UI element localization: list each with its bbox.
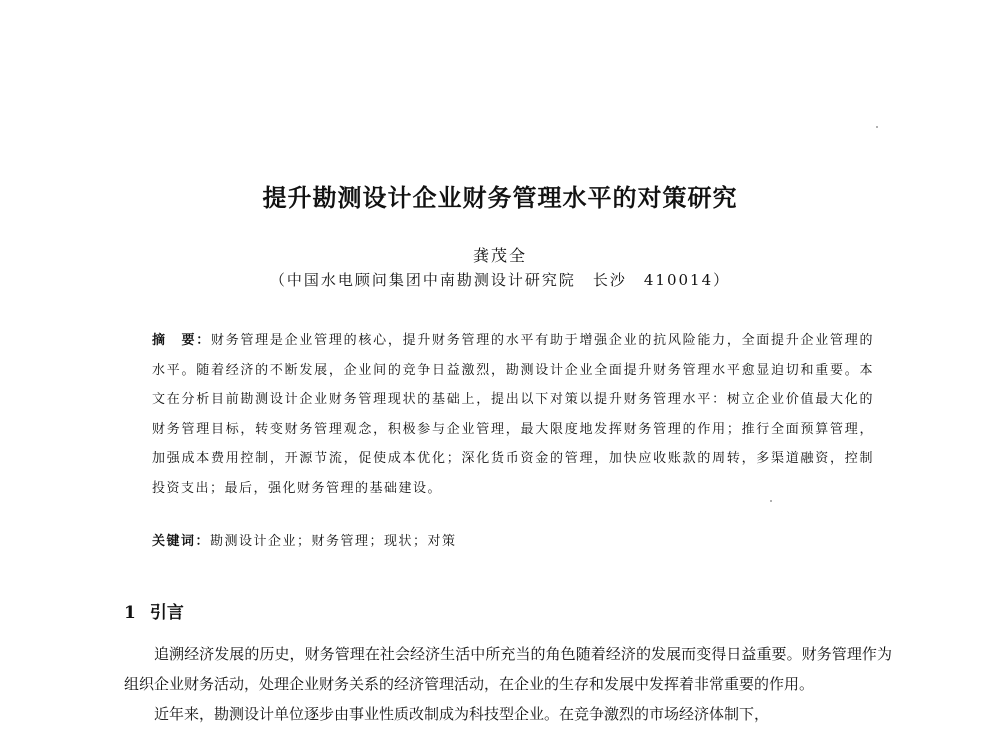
author-affiliation: （中国水电顾问集团中南勘测设计研究院 长沙 410014） [269,271,731,289]
abstract-text: 财务管理是企业管理的核心，提升财务管理的水平有助于增强企业的抗风险能力，全面提升企业管理的水平。随着经济的不断发展，企业间的竞争日益激烈，勘测设计企业全面提升财务管理水平愈显迫切和重要。本文在分析目前勘测设计企业财务管理现状的基础上，提出以下对策以提升财务管理水平：树立企业价值最大化的财务管理目标，转变财务管理观念，积极参与企业管理，最大限度地发挥财务管理的作用；推行全面预算管理，加强成本费用控制，开源节流，促使成本优化；深化货币资金的管理，加快应收账款的周转，多渠道融资，控制投资支出；最后，强化财务管理的基础建设。 [152,333,874,496]
author-name: 龚茂全 [472,246,527,265]
paper-title: 提升勘测设计企业财务管理水平的对策研究 [262,184,738,212]
section-heading [124,598,184,623]
scan-speck [876,126,878,128]
body-paragraph: 追溯经济发展的历史，财务管理在社会经济生活中所充当的角色随着经济的发展而变得日益重要。财务管理作为组织企业财务活动，处理企业财务关系的经济管理活动，在企业的生存和发展中发挥着非常重要的作用。 [124,645,892,693]
abstract-label: 摘 要： [152,333,211,348]
keywords-label: 关键词： [152,534,211,549]
section-title: 引言 [149,603,184,623]
abstract-block [152,326,874,504]
section-number: 1 [124,603,136,623]
keywords-text: 勘测设计企业；财务管理；现状；对策 [210,534,457,549]
keywords-block [152,530,874,549]
body-text [124,639,892,729]
body-paragraph: 近年来，勘测设计单位逐步由事业性质改制成为科技型企业。在竞争激烈的市场经济体制下， [154,705,770,723]
